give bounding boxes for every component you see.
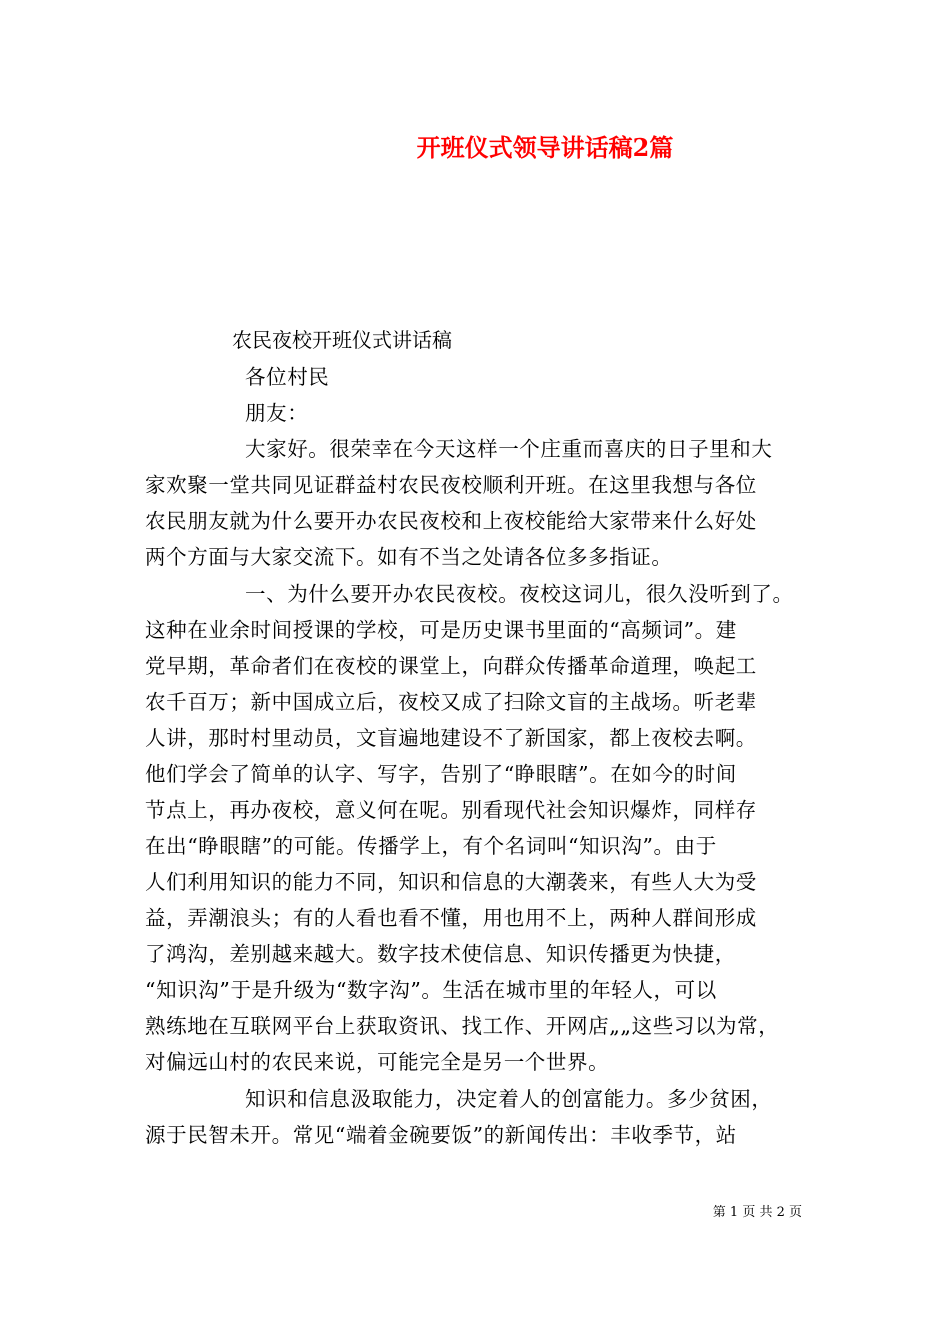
body-line: 农民朋友就为什么要开办农民夜校和上夜校能给大家带来什么好处 (145, 509, 757, 533)
salutation-line-2: 朋友： (245, 401, 309, 425)
body-line: 人们利用知识的能力不同，知识和信息的大潮袭来，有些人大为受 (145, 870, 757, 894)
body-line: 节点上，再办夜校，意义何在呢。别看现代社会知识爆炸，同样存 (145, 798, 757, 822)
body-line: 源于民智未开。常见“端着金碗要饭”的新闻传出：丰收季节，站 (145, 1123, 737, 1147)
body-line: 家欢聚一堂共同见证群益村农民夜校顺利开班。在这里我想与各位 (145, 473, 757, 497)
body-line: 党早期，革命者们在夜校的课堂上，向群众传播革命道理，唤起工 (145, 654, 757, 678)
body-line: 这种在业余时间授课的学校，可是历史课书里面的“高频词”。建 (145, 618, 737, 642)
page-number: 第 1 页 共 2 页 (712, 1205, 802, 1220)
body-line: 熟练地在互联网平台上获取资讯、找工作、开网店„„这些习以为常， (145, 1014, 780, 1038)
body-line: 他们学会了简单的认字、写字，告别了“睁眼瞎”。在如今的时间 (145, 762, 737, 786)
body-line: 大家好。很荣幸在今天这样一个庄重而喜庆的日子里和大 (245, 437, 773, 461)
speech-title: 农民夜校开班仪式讲话稿 (232, 328, 452, 352)
salutation-line-1: 各位村民 (245, 365, 330, 389)
body-line: “知识沟”于是升级为“数字沟”。生活在城市里的年轻人，可以 (145, 978, 717, 1002)
body-line: 知识和信息汲取能力，决定着人的创富能力。多少贫困， (245, 1087, 773, 1111)
body-line: 益，弄潮浪头；有的人看也看不懂，用也用不上，两种人群间形成 (145, 906, 757, 930)
body-line: 在出“睁眼瞎”的可能。传播学上，有个名词叫“知识沟”。由于 (145, 834, 717, 858)
body-line: 两个方面与大家交流下。如有不当之处请各位多多指证。 (145, 545, 673, 569)
body-line: 农千百万；新中国成立后，夜校又成了扫除文盲的主战场。听老辈 (145, 690, 757, 714)
body-line: 人讲，那时村里动员，文盲遍地建设不了新国家，都上夜校去啊。 (145, 726, 757, 750)
body-line: 了鸿沟，差别越来越大。数字技术使信息、知识传播更为快捷， (145, 942, 736, 966)
body-line: 对偏远山村的农民来说，可能完全是另一个世界。 (145, 1050, 610, 1074)
document-title: 开班仪式领导讲话稿2篇 (416, 133, 674, 162)
body-line: 一、为什么要开办农民夜校。夜校这词儿，很久没听到了。 (245, 582, 794, 606)
